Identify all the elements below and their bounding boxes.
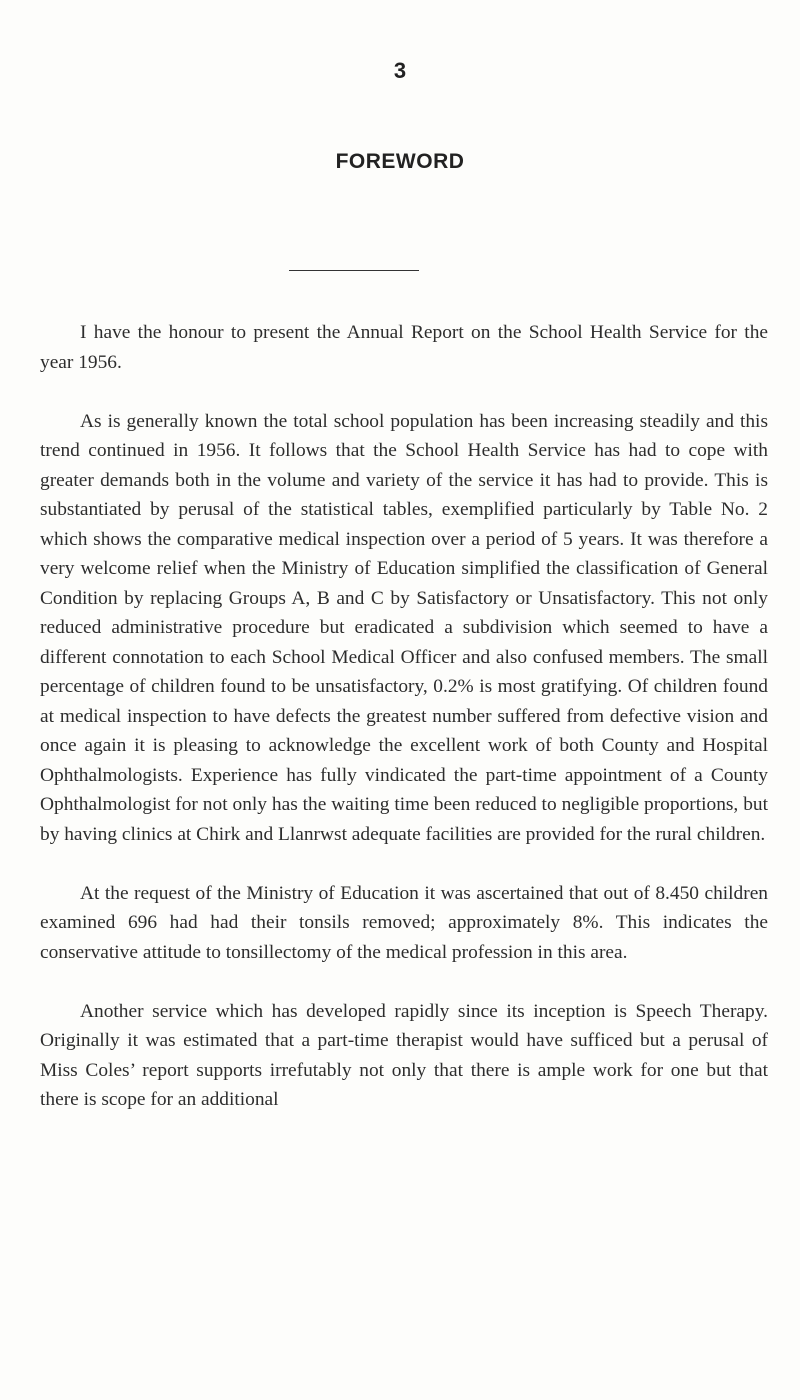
- title-divider: [289, 270, 419, 271]
- paragraph-tonsillectomy: At the request of the Ministry of Education it was ascertained that out of 8.450 children examined 696 had had their tonsils removed; approximately 8%. This indicates the conservative attitude to tonsillectomy of the medical profession in this area.: [40, 882, 768, 963]
- page-title: FOREWORD: [335, 150, 465, 173]
- foreword-body: [40, 318, 768, 1115]
- paragraph-school-population: As is generally known the total school population has been increasing steadily and this trend continued in 1956. It follows that the School Health Service has had to cope with greater demands both in the volume and variety of the service it has had to provide. This is substantiated by perusal of the statistical tables, exemplified particularly by Table No. 2 which shows the comparative medical inspection over a period of 5 years. It was therefore a very welcome relief when the Ministry of Education simplified the classification of General Condition by replacing Groups A, B and C by Satisfactory or Unsatisfactory. This not only reduced administrative procedure but eradicated a subdivision which seemed to have a different connotation to each School Medical Officer and also confused members. The small percentage of children found to be unsatisfactory, 0.2% is most gratifying. Of children found at medical inspection to have defects the greatest number suffered from defective vision and once again it is pleasing to acknowledge the excellent work of both County and Hospital Ophthalmologists. Experience has fully vindicated the part-time appointment of a County Ophthalmologist for not only has the waiting time been reduced to negligible proportions, but by having clinics at Chirk and Llanrwst adequate facilities are provided for the rural children.: [40, 410, 768, 845]
- paragraph-speech-therapy: Another service which has developed rapidly since its inception is Speech Therapy. Originally it was estimated that a part-time therapist would have sufficed but a perusal of Miss Coles’ report supports irrefutably not only that there is ample work for one but that there is scope for an additional: [40, 1000, 768, 1110]
- page-number: 3: [393, 58, 407, 83]
- paragraph-intro: I have the honour to present the Annual Report on the School Health Service for the year 1956.: [40, 322, 768, 373]
